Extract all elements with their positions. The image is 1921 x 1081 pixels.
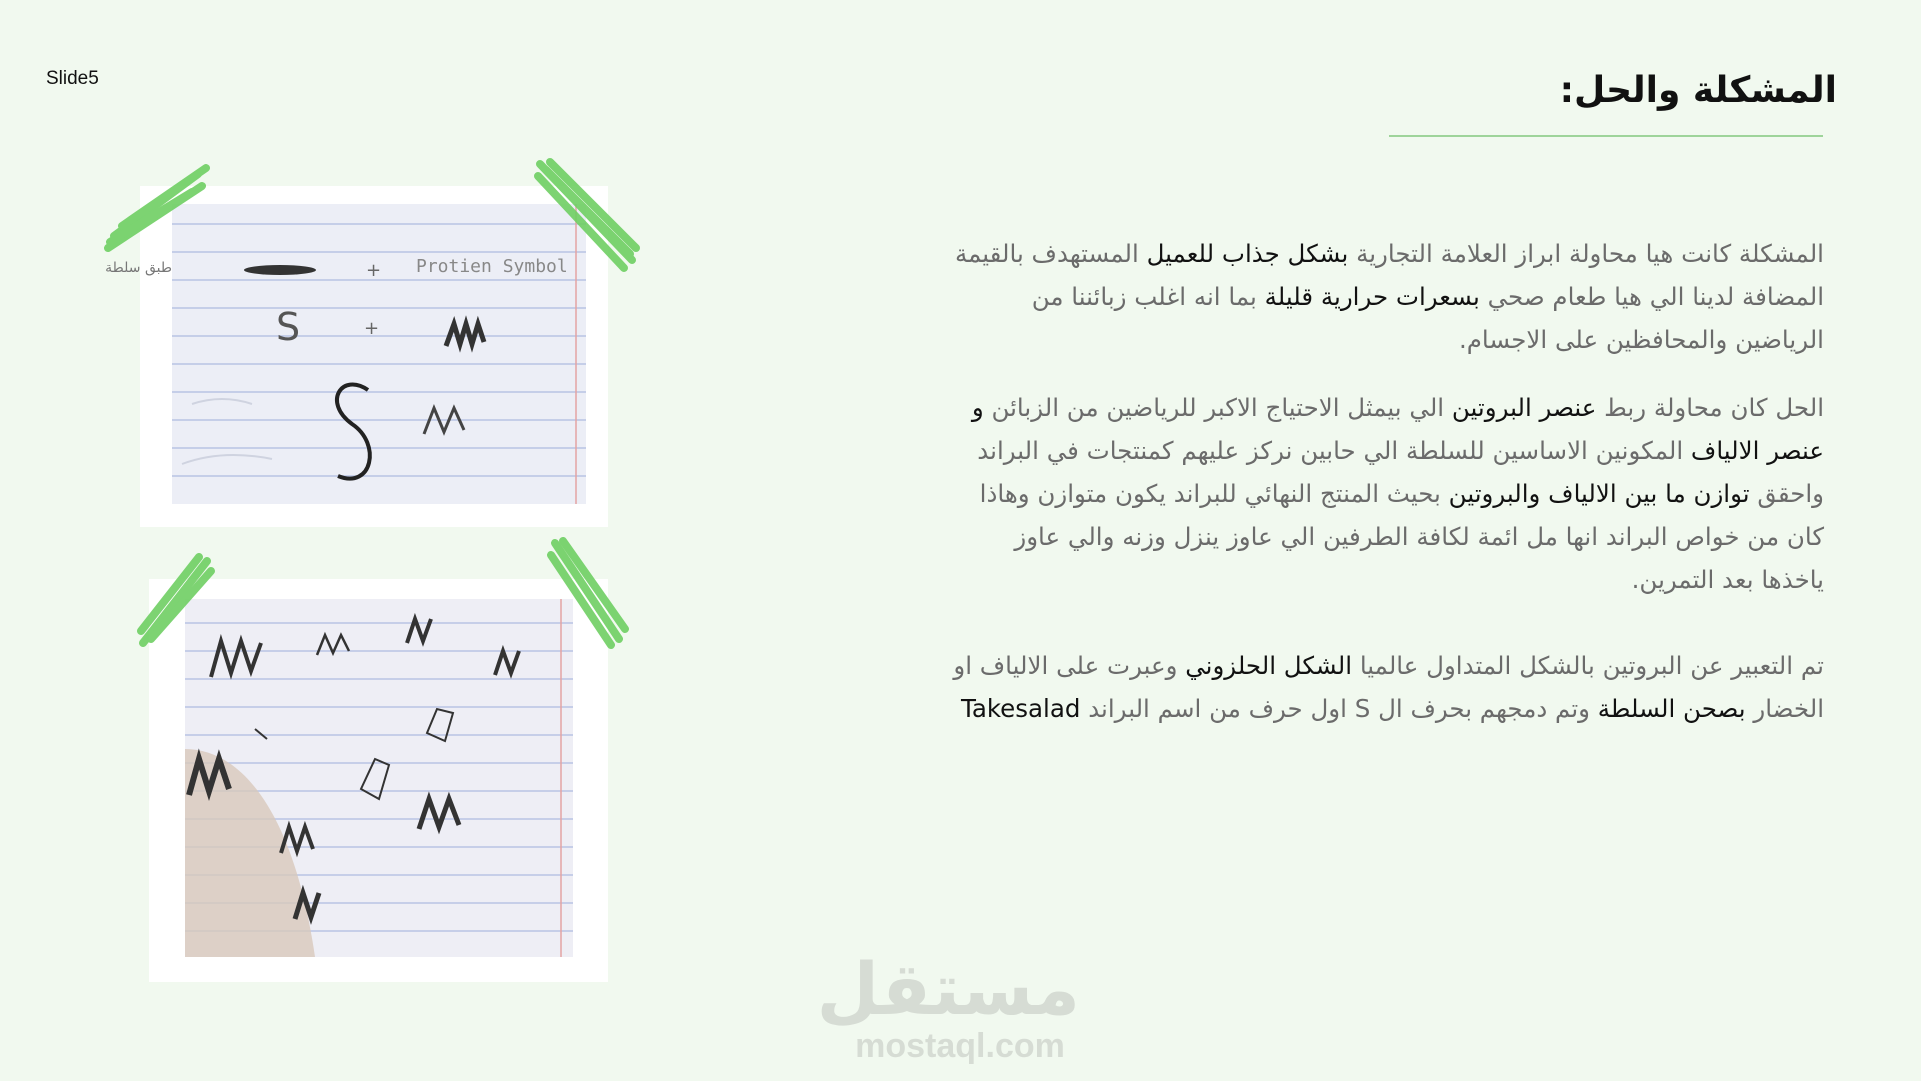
slide-title: المشكلة والحل: [1559,70,1837,111]
sketch-note-s-small: S [276,305,301,349]
body-run: وعبرت على الالياف او الخضار [953,651,1824,723]
sketch-image-top [105,204,586,504]
sketch-photo-top [105,186,608,527]
body-run: بما انه اغلب زبائننا من الرياضين والمحافظين على الاجسام. [1031,282,1824,354]
tape-bottom-right [547,537,629,649]
body-run: وتم دمجهم بحرف ال S اول حرف من اسم البراند [1080,694,1598,723]
tape-top-right [532,156,642,276]
watermark-latin: mostaql.com [855,1027,1065,1065]
highlight-text: بصحن السلطة [1597,694,1746,723]
highlight-text: بشكل جذاب للعميل [1146,239,1349,268]
highlight-text: بسعرات حرارية قليلة [1264,282,1480,311]
tape-bottom-left [137,551,217,651]
highlight-text: و عنصر الالياف [971,393,1824,465]
highlight-text: الشكل الحلزوني [1185,651,1353,680]
sketch-note-salad-plate: طبق سلطة [105,260,172,276]
problem-paragraph [950,232,1824,361]
highlight-text: عنصر البروتين [1451,393,1597,422]
body-run: المستهدف بالقيمة المضافة لدينا الي هيا طعام صحي [954,239,1824,311]
solution-paragraph [950,386,1824,601]
sketch-note-plus-b: + [364,318,380,339]
title-underline [1389,135,1823,137]
expression-paragraph [950,644,1824,730]
body-run: الي بيمثل الاحتياج الاكبر للرياضين من الزبائن [983,393,1452,422]
body-run: الحل كان محاولة ربط [1596,393,1824,422]
watermark-arabic: مستقل [816,947,1080,1031]
body-run: المشكلة كانت هيا محاولة ابراز العلامة التجارية [1348,239,1824,268]
highlight-text: توازن ما بين الالياف والبروتين [1448,479,1750,508]
sketch-photo-bottom [149,579,608,982]
tape-top-left [102,156,212,256]
sketch-note-protein-symbol: Protien Symbol [416,256,568,277]
body-run: تم التعبير عن البروتين بالشكل المتداول عالميا [1352,651,1824,680]
highlight-text: Takesalad [960,694,1081,723]
slide-label: Slide5 [46,68,99,89]
body-run: بحيث المنتج النهائي للبراند يكون متوازن وهاذا كان من خواص البراند انها مل ائمة لكافة الطرفين الي عاوز ينزل وزنه والي عاوز ياخذها بعد التمرين. [979,479,1824,594]
body-run: المكونين الاساسين للسلطة الي حابين نركز عليهم كمنتجات في البراند واحقق [977,436,1824,508]
watermark [816,947,1080,1065]
sketch-image-bottom [185,599,573,957]
sketch-plate-shape [244,265,316,275]
body-text [950,232,1824,730]
sketch-note-plus-a: + [366,260,382,281]
